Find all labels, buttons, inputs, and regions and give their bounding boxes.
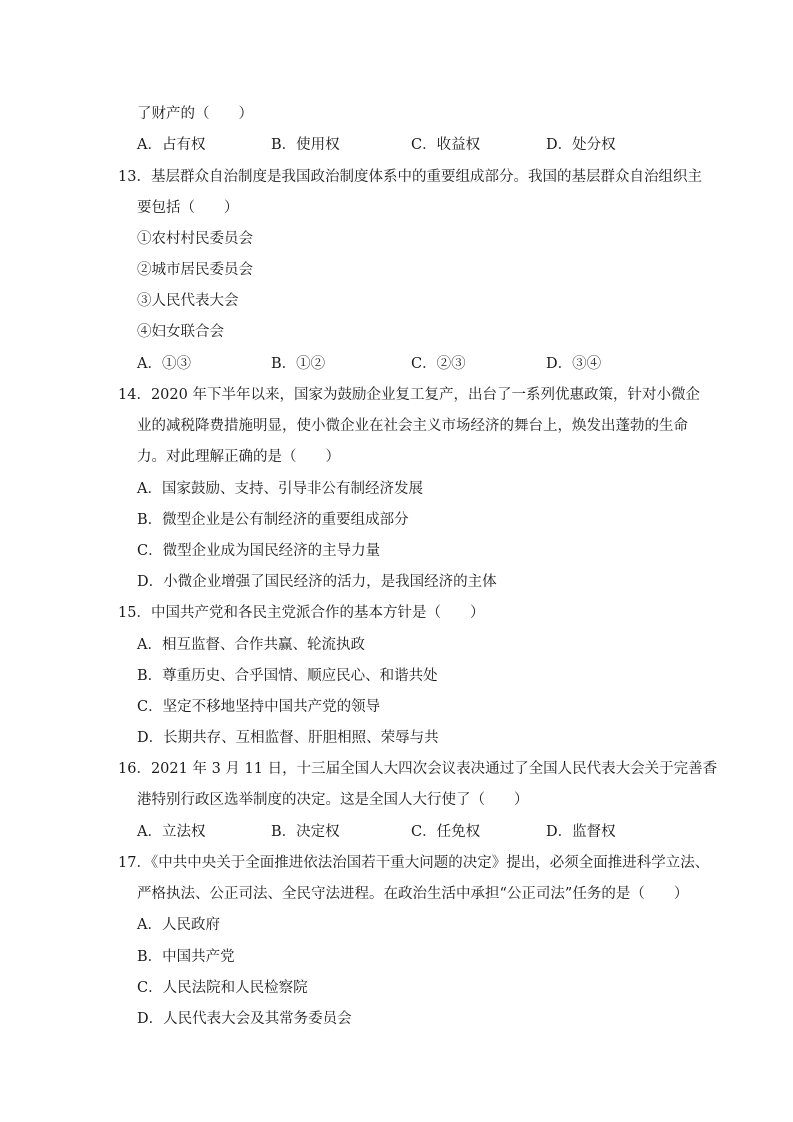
q12-option-a[interactable]: A．占有权	[137, 137, 206, 153]
q14-option-b[interactable]: B．微型企业是公有制经济的重要组成部分	[137, 512, 409, 528]
q13-stem-line2: 要包括（ ）	[137, 200, 239, 216]
q17-stem-line1: 17．《中共中央关于全面推进依法治国若干重大问题的决定》提出，必须全面推进科学立法、	[118, 855, 710, 871]
q12-options	[137, 133, 697, 155]
q15-option-a[interactable]: A．相互监督、合作共赢、轮流执政	[137, 637, 365, 653]
q13-item-4: ④妇女联合会	[137, 324, 224, 340]
q16-option-b[interactable]: B．决定权	[271, 824, 340, 840]
q12-option-d[interactable]: D．处分权	[546, 137, 616, 153]
q16-option-a[interactable]: A．立法权	[137, 824, 206, 840]
q13-options	[137, 352, 697, 374]
q14-stem-line1: 14．2020 年下半年以来，国家为鼓励企业复工复产，出台了一系列优惠政策，针对小微企	[118, 387, 700, 403]
q14-option-a[interactable]: A．国家鼓励、支持、引导非公有制经济发展	[137, 481, 423, 497]
q14-option-c[interactable]: C．微型企业成为国民经济的主导力量	[137, 543, 381, 559]
q16-option-d[interactable]: D．监督权	[546, 824, 616, 840]
q13-item-3: ③人民代表大会	[137, 293, 239, 309]
q13-stem-line1: 13．基层群众自治制度是我国政治制度体系中的重要组成部分。我国的基层群众自治组织主	[118, 169, 702, 185]
q16-option-c[interactable]: C．任免权	[411, 824, 481, 840]
q12-option-c[interactable]: C．收益权	[411, 137, 481, 153]
q13-option-a[interactable]: A．①③	[137, 356, 191, 372]
q13-option-b[interactable]: B．①②	[271, 356, 326, 372]
q12-tail: 了财产的（ ）	[137, 106, 253, 122]
q13-option-c[interactable]: C．②③	[411, 356, 466, 372]
q16-stem-line2: 港特别行政区选举制度的决定。这是全国人大行使了（ ）	[137, 792, 529, 808]
q13-item-2: ②城市居民委员会	[137, 262, 253, 278]
q16-options	[137, 820, 697, 842]
q15-stem: 15．中国共产党和各民主党派合作的基本方针是（ ）	[118, 605, 485, 621]
q14-stem-line3: 力。对此理解正确的是（ ）	[137, 449, 340, 465]
q15-option-b[interactable]: B．尊重历史、合乎国情、顺应民心、和谐共处	[137, 668, 438, 684]
q17-stem-line2: 严格执法、公正司法、全民守法进程。在政治生活中承担“公正司法”任务的是（ ）	[137, 886, 689, 902]
q14-stem-line2: 业的减税降费措施明显，使小微企业在社会主义市场经济的舞台上，焕发出蓬勃的生命	[137, 418, 688, 434]
q17-option-b[interactable]: B．中国共产党	[137, 949, 235, 965]
q16-stem-line1: 16．2021 年 3 月 11 日，十三届全国人大四次会议表决通过了全国人民代表大会关于完善香	[118, 761, 718, 777]
q17-option-a[interactable]: A．人民政府	[137, 917, 220, 933]
q15-option-c[interactable]: C．坚定不移地坚持中国共产党的领导	[137, 699, 381, 715]
q13-option-d[interactable]: D．③④	[546, 356, 602, 372]
q17-option-d[interactable]: D．人民代表大会及其常务委员会	[137, 1011, 352, 1027]
q15-option-d[interactable]: D．长期共存、互相监督、肝胆相照、荣辱与共	[137, 730, 439, 746]
q17-option-c[interactable]: C．人民法院和人民检察院	[137, 980, 308, 996]
q13-item-1: ①农村村民委员会	[137, 231, 253, 247]
q12-option-b[interactable]: B．使用权	[271, 137, 340, 153]
q14-option-d[interactable]: D．小微企业增强了国民经济的活力，是我国经济的主体	[137, 574, 497, 590]
